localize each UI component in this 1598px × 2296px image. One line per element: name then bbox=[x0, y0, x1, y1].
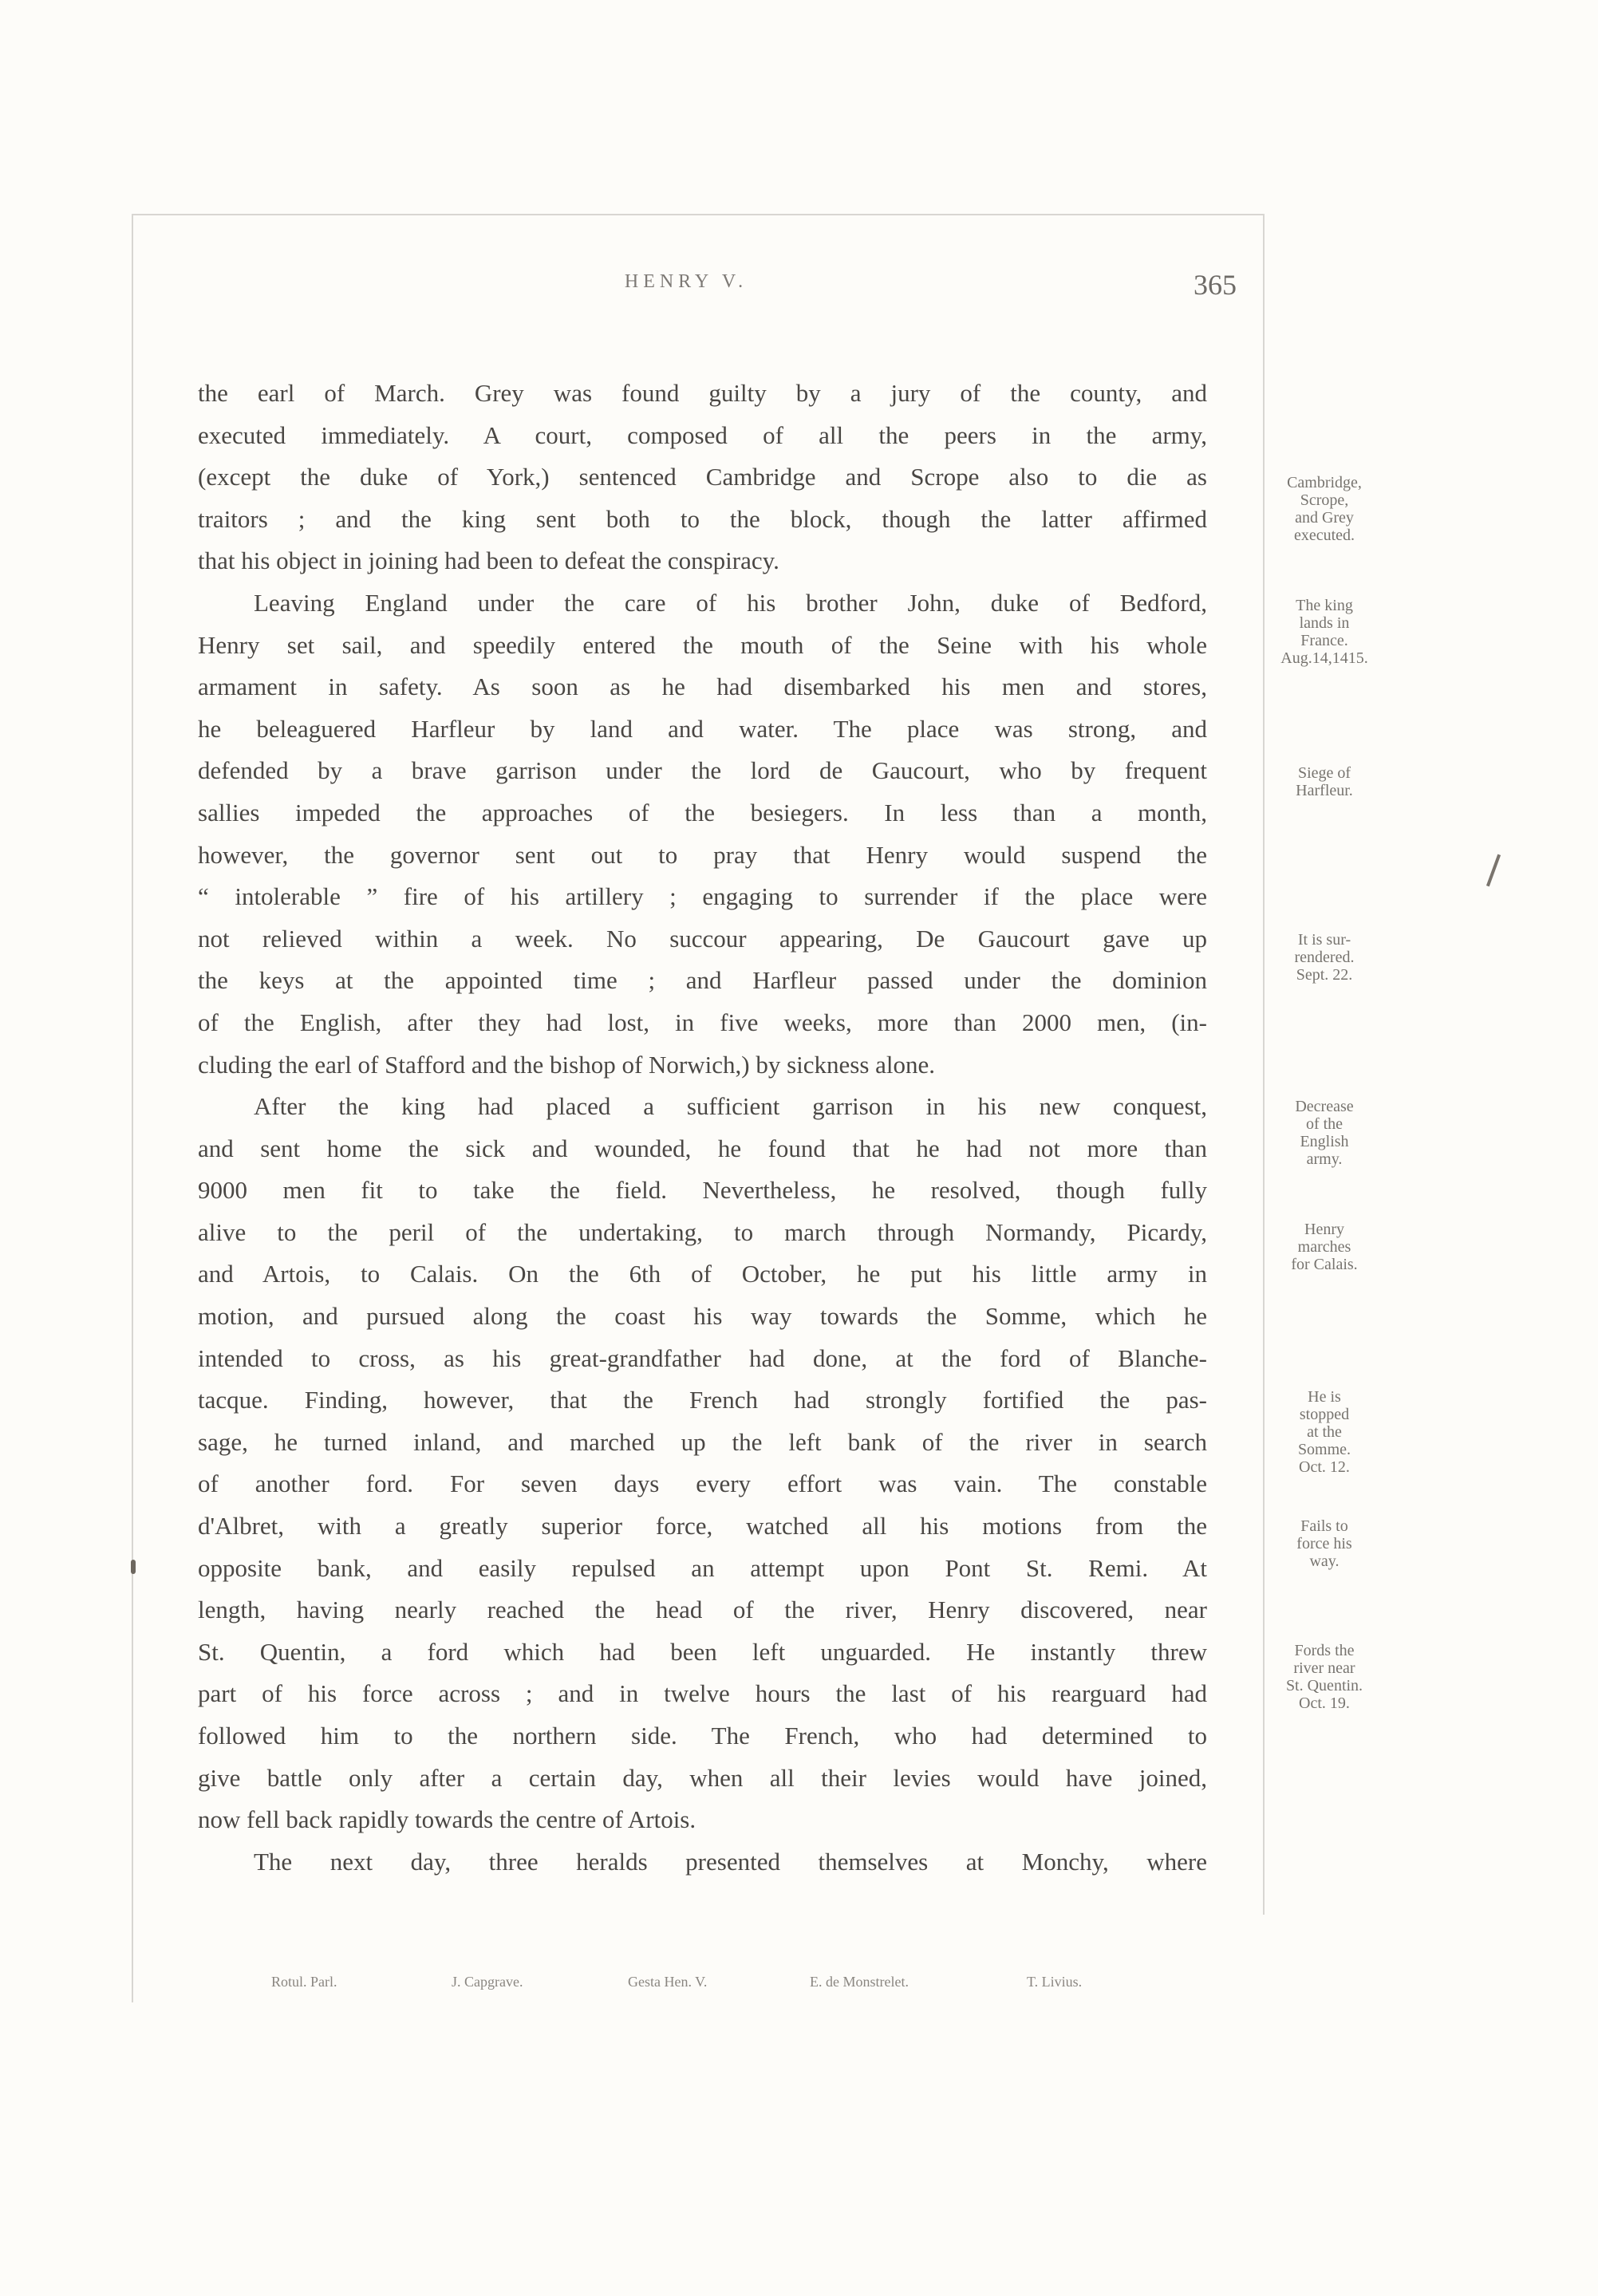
marginal-note-line: executed. bbox=[1293, 527, 1355, 544]
source-citation: Gesta Hen. V. bbox=[628, 1974, 708, 1990]
text-line: and sent home the sick and wounded, he found that he had not more than bbox=[198, 1134, 1207, 1162]
text-line: sage, he turned inland, and marched up the left bank of the river in search bbox=[198, 1427, 1207, 1456]
text-line: opposite bank, and easily repulsed an attempt upon Pont St. Remi. At bbox=[198, 1553, 1207, 1582]
marginal-note-line: Siege of bbox=[1297, 764, 1351, 782]
text-line: tacque. Finding, however, that the French had strongly fortified the pas- bbox=[198, 1386, 1207, 1414]
text-line: part of his force across ; and in twelve hours the last of his rearguard had bbox=[198, 1679, 1207, 1708]
marginal-note-decrease bbox=[1233, 1098, 1416, 1168]
marginal-note-line: Somme. bbox=[1297, 1441, 1351, 1458]
text-line: not relieved within a week. No succour appearing, De Gaucourt gave up bbox=[198, 924, 1207, 953]
marginal-note-line: Sept. 22. bbox=[1296, 966, 1353, 984]
running-title: HENRY V. bbox=[624, 271, 748, 292]
text-line: d'Albret, with a greatly superior force, watched all his motions from the bbox=[198, 1512, 1207, 1541]
text-line: St. Quentin, a ford which had been left unguarded. He instantly threw bbox=[198, 1637, 1207, 1666]
text-line: (except the duke of York,) sentenced Cambridge and Scrope also to die as bbox=[198, 463, 1207, 491]
text-line: Leaving England under the care of his brother John, duke of Bedford, bbox=[254, 588, 1207, 617]
text-line: the keys at the appointed time ; and Harfleur passed under the dominion bbox=[198, 966, 1207, 995]
marginal-note-line: for Calais. bbox=[1291, 1256, 1358, 1273]
text-line: After the king had placed a sufficient garrison in his new conquest, bbox=[254, 1092, 1207, 1121]
source-citation: Rotul. Parl. bbox=[271, 1974, 337, 1990]
text-line: the earl of March. Grey was found guilty by a jury of the county, and bbox=[198, 379, 1207, 407]
marginal-note-executions bbox=[1233, 474, 1416, 544]
marginal-note-fords bbox=[1233, 1642, 1416, 1712]
text-line: cluding the earl of Stafford and the bishop of Norwich,) by sickness alone. bbox=[198, 1050, 936, 1079]
marginal-note-line: Fords the bbox=[1294, 1642, 1355, 1659]
marginal-note-line: English bbox=[1300, 1133, 1349, 1150]
marginal-note-line: and Grey bbox=[1295, 509, 1354, 527]
marginal-note-surrender bbox=[1233, 931, 1416, 984]
text-line: that his object in joining had been to defeat the conspiracy. bbox=[198, 546, 779, 575]
marginal-note-line: of the bbox=[1305, 1115, 1344, 1133]
source-citation: T. Livius. bbox=[1027, 1974, 1083, 1990]
marginal-note-fails bbox=[1233, 1517, 1416, 1570]
text-line: intended to cross, as his great-grandfather had done, at the ford of Blanche- bbox=[198, 1343, 1207, 1372]
marginal-note-line: Scrope, bbox=[1300, 491, 1349, 509]
text-line: now fell back rapidly towards the centre of Artois. bbox=[198, 1805, 696, 1834]
running-head bbox=[136, 271, 1237, 311]
marginal-note-march bbox=[1233, 1221, 1416, 1273]
text-line: however, the governor sent out to pray that Henry would suspend the bbox=[198, 840, 1207, 869]
marginal-note-somme bbox=[1233, 1388, 1416, 1476]
text-line: length, having nearly reached the head of the river, Henry discovered, near bbox=[198, 1596, 1207, 1624]
marginal-note-landing bbox=[1233, 597, 1416, 667]
text-line: sallies impeded the approaches of the besiegers. In less than a month, bbox=[198, 798, 1207, 826]
marginal-note-siege bbox=[1233, 764, 1416, 799]
text-line: armament in safety. As soon as he had disembarked his men and stores, bbox=[198, 673, 1207, 701]
text-line: “ intolerable ” fire of his artillery ; engaging to surrender if the place were bbox=[198, 882, 1207, 911]
marginal-note-line: Decrease bbox=[1295, 1098, 1354, 1115]
marginal-note-line: Aug.14,1415. bbox=[1280, 649, 1368, 667]
marginal-note-line: St. Quentin. bbox=[1285, 1677, 1363, 1694]
marginal-note-line: rendered. bbox=[1294, 949, 1355, 966]
text-line: motion, and pursued along the coast his way towards the Somme, which he bbox=[198, 1302, 1207, 1331]
marginal-note-line: Cambridge, bbox=[1287, 474, 1362, 491]
marginal-note-line: France. bbox=[1300, 632, 1348, 649]
marginal-note-line: lands in bbox=[1299, 614, 1350, 632]
marginal-note-line: at the bbox=[1307, 1423, 1342, 1441]
marginal-note-line: river near bbox=[1293, 1659, 1355, 1677]
text-line: traitors ; and the king sent both to the block, though the latter affirmed bbox=[198, 504, 1207, 533]
text-line: he beleaguered Harfleur by land and water. The place was strong, and bbox=[198, 714, 1207, 743]
pencil-mark bbox=[1486, 854, 1501, 887]
marginal-note-line: Harfleur. bbox=[1296, 782, 1353, 799]
marginal-note-line: Oct. 12. bbox=[1299, 1458, 1350, 1476]
marginal-note-line: The king bbox=[1296, 597, 1353, 614]
marginal-note-line: Oct. 19. bbox=[1299, 1694, 1350, 1712]
footnote-sources bbox=[271, 1974, 1149, 1998]
marginal-note-line: Henry bbox=[1304, 1221, 1344, 1238]
marginal-note-line: marches bbox=[1297, 1238, 1351, 1256]
marginal-note-line: stopped bbox=[1299, 1406, 1350, 1423]
text-line: The next day, three heralds presented themselves at Monchy, where bbox=[254, 1847, 1207, 1876]
text-line: executed immediately. A court, composed of all the peers in the army, bbox=[198, 420, 1207, 449]
body-text bbox=[198, 373, 1207, 1883]
source-citation: E. de Monstrelet. bbox=[810, 1974, 909, 1990]
marginal-note-line: He is bbox=[1308, 1388, 1341, 1406]
text-line: followed him to the northern side. The French, who had determined to bbox=[198, 1722, 1207, 1750]
marginal-note-line: It is sur- bbox=[1297, 931, 1351, 949]
text-line: of another ford. For seven days every effort was vain. The constable bbox=[198, 1470, 1207, 1498]
text-line: defended by a brave garrison under the lord de Gaucourt, who by frequent bbox=[198, 756, 1207, 785]
page-number: 365 bbox=[1194, 269, 1237, 301]
text-line: alive to the peril of the undertaking, to march through Normandy, Picardy, bbox=[198, 1217, 1207, 1246]
marginal-note-line: force his bbox=[1296, 1535, 1352, 1552]
text-line: and Artois, to Calais. On the 6th of October, he put his little army in bbox=[198, 1260, 1207, 1288]
marginal-note-line: Fails to bbox=[1300, 1517, 1348, 1535]
marginal-note-line: army. bbox=[1306, 1150, 1343, 1168]
marginal-note-line: way. bbox=[1309, 1552, 1340, 1570]
text-line: of the English, after they had lost, in five weeks, more than 2000 men, (in- bbox=[198, 1008, 1207, 1036]
source-citation: J. Capgrave. bbox=[452, 1974, 523, 1990]
text-line: Henry set sail, and speedily entered the mouth of the Seine with his whole bbox=[198, 630, 1207, 659]
text-line: 9000 men fit to take the field. Nevertheless, he resolved, though fully bbox=[198, 1176, 1207, 1205]
ink-mark bbox=[131, 1560, 136, 1574]
text-line: give battle only after a certain day, when all their levies would have joined, bbox=[198, 1763, 1207, 1792]
